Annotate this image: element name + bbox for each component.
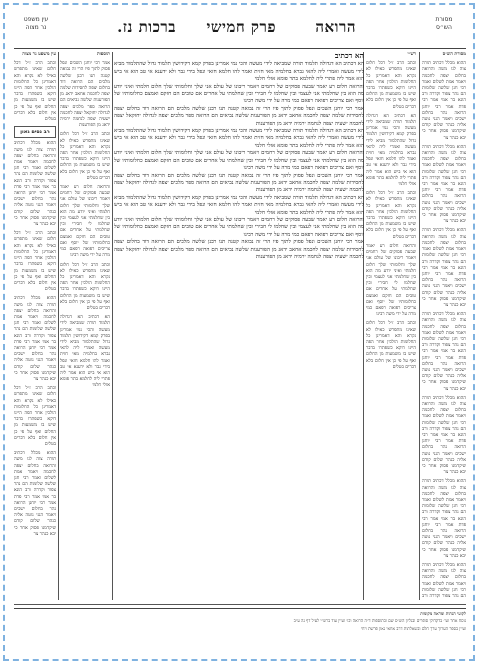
tosafot-heading: תוספות [96,52,110,57]
right-margin-text-4: ההוא מכלל דכתיב תורה צוה לנו משה והרואה בחלום יצפה לחכמה ויאמר אמת לשלום ואמר רבי חנן שלשה שלומות הם נהר צפור וקדרה ורב הונא בר אמי אמר רבי פדת אמר רבי יוחנן הרואה נהר בחלום ישכים ויאמר הנני נוטה אליה כנהר שלום קודם שיקדמנו פסוק אחר כי יבא כנהר צר [422,312,466,392]
left-margin-text-2: ההוא מכלל דכתיב תורה צוה לנו משה והרואה בחלום יצפה לחכמה ויאמר אמת לשלום ואמר רבי חנן שלשה שלומות הם נהר צפור וקדרה ורב הונא בר אמי אמר רבי פדת אמר רבי יוחנן הרואה נהר בחלום ישכים ויאמר הנני נוטה אליה כנהר שלום קודם שיקדמנו פסוק אחר כי יבא כנהר צר [14,141,56,228]
right-rule [419,52,420,600]
section-title: הרואה [315,18,356,36]
left-margin-text-6: ההוא מכלל דכתיב תורה צוה לנו משה והרואה בחלום יצפה לחכמה ויאמר אמת לשלום ואמר רבי חנן שלשה שלומות הם נהר צפור וקדרה ורב הונא בר אמי אמר רבי פדת אמר רבי יוחנן הרואה נהר בחלום ישכים ויאמר הנני נוטה אליה כנהר שלום קודם שיקדמנו פסוק אחר כי יבא כנהר צר [14,451,56,537]
footer-text-2: ועיין בספר הערוך ערך חלם ובשאלתות דרב אחאי גאון פרשת ויחי [360,625,466,631]
page-header [14,12,466,49]
rashi-heading: רש״י [407,52,416,57]
left-rule [58,52,59,600]
gemara-block-5: והרואה חלום רע יאמר שבעה פסוקים של רחמים ויאמר ריבונו של עולם אני שלך וחלומותי שלך חלום חלמתי ואיני יודע מה הוא בין שחלמתי אני לעצמי ובין שחלמו לי חבירי ובין שחלמתי על אחרים אם טובים הם חזקם ואמצם כחלומותיו של יוסף ואם צריכים רפואה רפאם כמי מרה על ידי משה רבינו [114,150,364,172]
footer-heading: לקוטי הגהות ומראה מקומות [420,611,466,616]
talmud-page [14,12,466,652]
rav-nissim-box: רב נסים גאון [14,126,56,138]
gemara-opening [114,52,364,61]
footer-text-1: נוסח אחר ועי׳ בדקדוקי סופרים ובגליון הש״ס שם ובתוספות ד״ה הרואה וכו׳ ועיין עוד ברש״י לעיל דף נה ע״ב [293,618,466,624]
tosafot-rule [112,52,113,600]
rashi-text-5: וכתב הרב ז״ל דכל חלום שאינו מתפרש כאילו לא נקרא והא דאמרינן כל החלומות הולכין אחר הפה היינו דוקא כשפתרו בדבר שיש בו משמעות מן החלום ואף על פי כן אין חלום בלא דברים בטלים [366,321,416,370]
gemara-block-2: והרואה חלום רע יאמר שבעה פסוקים של רחמים ויאמר ריבונו של עולם אני שלך וחלומותי שלך חלום חלמתי ואיני יודע מה הוא בין שחלמתי אני לעצמי ובין שחלמו לי חבירי ובין שחלמתי על אחרים אם טובים הם חזקם ואמצם כחלומותיו של יוסף ואם צריכים רפואה רפאם כמי מרה על ידי משה רבינו [114,83,364,105]
gemara-block-7: הא דכתיב הא דגדולה תלמוד תורה שמביאה לידי מעשה והכי נמי אמרינן בפרק קמא דקידושין תלמוד גדול שהתלמוד מביא לידי מעשה ואמרי ליה להאי גברא בחלמיה מאי חזית ואמר להו חלמא חזאי ונפל בידי גבר ולא ידענא אי טב הוא אי ביש הוא אמר ליה פתרי ליה לחלמא בתר פומא אזלי חלמי [114,194,364,216]
right-margin-text-3: ההוא מכלל דכתיב תורה צוה לנו משה והרואה בחלום יצפה לחכמה ויאמר אמת לשלום ואמר רבי חנן שלשה שלומות הם נהר צפור וקדרה ורב הונא בר אמי אמר רבי פדת אמר רבי יוחנן הרואה נהר בחלום ישכים ויאמר הנני נוטה אליה כנהר שלום קודם שיקדמנו פסוק אחר כי יבא כנהר צר [422,228,466,308]
right-margin-text-2: ההוא מכלל דכתיב תורה צוה לנו משה והרואה בחלום יצפה לחכמה ויאמר אמת לשלום ואמר רבי חנן שלשה שלומות הם נהר צפור וקדרה ורב הונא בר אמי אמר רבי פדת אמר רבי יוחנן הרואה נהר בחלום ישכים ויאמר הנני נוטה אליה כנהר שלום קודם שיקדמנו פסוק אחר כי יבא כנהר צר [422,144,466,225]
left-label: עין משפט נר מצוה [23,16,49,31]
page-footer [14,608,466,649]
opening-heading: הא דכתיב [334,52,364,60]
page-ref: ברכות נז. [117,18,176,36]
tosafot-text-4: וכתב הרב ז״ל דכל חלום שאינו מתפרש כאילו לא נקרא והא דאמרינן כל החלומות הולכין אחר הפה היינו דוקא כשפתרו בדבר שיש בו משמעות מן החלום ואף על פי כן אין חלום בלא דברים בטלים [60,262,110,311]
rashi-text-1: וכתב הרב ז״ל דכל חלום שאינו מתפרש כאילו לא נקרא והא דאמרינן כל החלומות הולכין אחר הפה היינו דוקא כשפתרו בדבר שיש בו משמעות מן החלום ואף על פי כן אין חלום בלא דברים בטלים [366,61,416,110]
right-margin-column [422,52,466,600]
tosafot-text-3: והרואה חלום רע יאמר שבעה פסוקים של רחמים ויאמר ריבונו של עולם אני שלך וחלומותי שלך חלום חלמתי ואיני יודע מה הוא בין שחלמתי אני לעצמי ובין שחלמו לי חבירי ובין שחלמתי על אחרים אם טובים הם חזקם ואמצם כחלומותיו של יוסף ואם צריכים רפואה רפאם כמי מרה על ידי משה רבינו [60,185,110,259]
left-margin-text-4: ההוא מכלל דכתיב תורה צוה לנו משה והרואה בחלום יצפה לחכמה ויאמר אמת לשלום ואמר רבי חנן שלשה שלומות הם נהר צפור וקדרה ורב הונא בר אמי אמר רבי פדת אמר רבי יוחנן הרואה נהר בחלום ישכים ויאמר הנני נוטה אליה כנהר שלום קודם שיקדמנו פסוק אחר כי יבא כנהר צר [14,296,56,382]
left-margin-column [14,52,56,600]
chapter-title: פרק חמישי [206,18,276,36]
gemara-block-4: הא דכתיב הא דגדולה תלמוד תורה שמביאה לידי מעשה והכי נמי אמרינן בפרק קמא דקידושין תלמוד גדול שהתלמוד מביא לידי מעשה ואמרי ליה להאי גברא בחלמיה מאי חזית ואמר להו חלמא חזאי ונפל בידי גבר ולא ידענא אי טב הוא אי ביש הוא אמר ליה פתרי ליה לחלמא בתר פומא אזלי חלמי [114,128,364,149]
gemara-block-3: אמר רבי יוחנן השכים ונפל פסוק לתוך פיו הרי זה נבואה קטנה תנו רבנן שלשה מלכים הם הרואה דוד בחלום יצפה לחסידות שלמה יצפה לחכמה אחאב ידאג מן הפורענות שלשה נביאים הם הרואה ספר מלכים יצפה לגדולה יחזקאל יצפה לחכמה ישעיה יצפה לנחמה ירמיה ידאג מן הפורענות [114,105,364,127]
tosafot-text-5: הא דכתיב הא דגדולה תלמוד תורה שמביאה לידי מעשה והכי נמי אמרינן בפרק קמא דקידושין תלמוד גדול שהתלמוד מביא לידי מעשה ואמרי ליה להאי גברא בחלמיה מאי חזית ואמר להו חלמא חזאי ונפל בידי גבר ולא ידענא אי טב הוא אי ביש הוא אמר ליה פתרי ליה לחלמא בתר פומא אזלי חלמי [60,315,110,389]
left-margin-text-5: וכתב הרב ז״ל דכל חלום שאינו מתפרש כאילו לא נקרא והא דאמרינן כל החלומות הולכין אחר הפה היינו דוקא כשפתרו בדבר שיש בו משמעות מן החלום ואף על פי כן אין חלום בלא דברים בטלים [14,386,56,447]
tosafot-text-1: אמר רבי יוחנן השכים ונפל פסוק לתוך פיו הרי זה נבואה קטנה תנו רבנן שלשה מלכים הם הרואה דוד בחלום יצפה לחסידות שלמה יצפה לחכמה אחאב ידאג מן הפורענות שלשה נביאים הם הרואה ספר מלכים יצפה לגדולה יחזקאל יצפה לחכמה ישעיה יצפה לנחמה ירמיה ידאג מן הפורענות [60,61,110,129]
right-margin-text: ההוא מכלל דכתיב תורה צוה לנו משה והרואה בחלום יצפה לחכמה ויאמר אמת לשלום ואמר רבי חנן שלשה שלומות הם נהר צפור וקדרה ורב הונא בר אמי אמר רבי פדת אמר רבי יוחנן הרואה נהר בחלום ישכים ויאמר הנני נוטה אליה כנהר שלום קודם שיקדמנו פסוק אחר כי יבא כנהר צר [422,61,466,141]
right-margin-heading: מסורת הש״ס [442,52,466,57]
left-margin-heading: עין משפט נר מצוה [22,52,56,57]
gemara-text [114,52,364,600]
right-margin-text-7: ההוא מכלל דכתיב תורה צוה לנו משה והרואה בחלום יצפה לחכמה ויאמר אמת לשלום ואמר רבי חנן שלשה שלומות הם נהר צפור וקדרה ורב [422,563,466,600]
right-margin-text-5: ההוא מכלל דכתיב תורה צוה לנו משה והרואה בחלום יצפה לחכמה ויאמר אמת לשלום ואמר רבי חנן שלשה שלומות הם נהר צפור וקדרה ורב הונא בר אמי אמר רבי פדת אמר רבי יוחנן הרואה נהר בחלום ישכים ויאמר הנני נוטה אליה כנהר שלום קודם שיקדמנו פסוק אחר כי יבא כנהר צר [422,395,466,476]
rashi-column [366,52,416,600]
tosafot-text-2: וכתב הרב ז״ל דכל חלום שאינו מתפרש כאילו לא נקרא והא דאמרינן כל החלומות הולכין אחר הפה היינו דוקא כשפתרו בדבר שיש בו משמעות מן החלום ואף על פי כן אין חלום בלא דברים בטלים [60,132,110,181]
left-margin-text-3: וכתב הרב ז״ל דכל חלום שאינו מתפרש כאילו לא נקרא והא דאמרינן כל החלומות הולכין אחר הפה היינו דוקא כשפתרו בדבר שיש בו משמעות מן החלום ואף על פי כן אין חלום בלא דברים בטלים [14,231,56,293]
gemara-block-8: והרואה חלום רע יאמר שבעה פסוקים של רחמים ויאמר ריבונו של עולם אני שלך וחלומותי שלך חלום חלמתי ואיני יודע מה הוא בין שחלמתי אני לעצמי ובין שחלמו לי חבירי ובין שחלמתי על אחרים אם טובים הם חזקם ואמצם כחלומותיו של יוסף ואם צריכים רפואה רפאם כמי מרה על ידי משה רבינו [114,216,364,238]
tosafot-column [60,52,110,600]
bottom-divider [14,604,466,605]
rashi-text-2: הא דכתיב הא דגדולה תלמוד תורה שמביאה לידי מעשה והכי נמי אמרינן בפרק קמא דקידושין תלמוד גדול שהתלמוד מביא לידי מעשה ואמרי ליה להאי גברא בחלמיה מאי חזית ואמר להו חלמא חזאי ונפל בידי גבר ולא ידענא אי טב הוא אי ביש הוא אמר ליה פתרי ליה לחלמא בתר פומא אזלי חלמי [366,113,416,188]
right-label: מסורת הש״ס [435,16,453,31]
right-margin-text-6: ההוא מכלל דכתיב תורה צוה לנו משה והרואה בחלום יצפה לחכמה ויאמר אמת לשלום ואמר רבי חנן שלשה שלומות הם נהר צפור וקדרה ורב הונא בר אמי אמר רבי פדת אמר רבי יוחנן הרואה נהר בחלום ישכים ויאמר הנני נוטה אליה כנהר שלום קודם שיקדמנו פסוק אחר כי יבא כנהר צר [422,479,466,559]
gemara-block-1: הא דכתיב הא דגדולה תלמוד תורה שמביאה לידי מעשה והכי נמי אמרינן בפרק קמא דקידושין תלמוד גדול שהתלמוד מביא לידי מעשה ואמרי ליה להאי גברא בחלמיה מאי חזית ואמר להו חלמא חזאי ונפל בידי גבר ולא ידענא אי טב הוא אי ביש הוא אמר ליה פתרי ליה לחלמא בתר פומא אזלי חלמי [114,61,364,83]
left-margin-text-1: וכתב הרב ז״ל דכל חלום שאינו מתפרש כאילו לא נקרא והא דאמרינן כל החלומות הולכין אחר הפה היינו דוקא כשפתרו בדבר שיש בו משמעות מן החלום ואף על פי כן אין חלום בלא דברים בטלים [14,61,56,123]
rashi-text-3: וכתב הרב ז״ל דכל חלום שאינו מתפרש כאילו לא נקרא והא דאמרינן כל החלומות הולכין אחר הפה היינו דוקא כשפתרו בדבר שיש בו משמעות מן החלום ואף על פי כן אין חלום בלא דברים בטלים [366,191,416,240]
gemara-block-9: אמר רבי יוחנן השכים ונפל פסוק לתוך פיו הרי זה נבואה קטנה תנו רבנן שלשה מלכים הם הרואה דוד בחלום יצפה לחסידות שלמה יצפה לחכמה אחאב ידאג מן הפורענות שלשה נביאים הם הרואה ספר מלכים יצפה לגדולה יחזקאל יצפה לחכמה ישעיה יצפה לנחמה ירמיה ידאג מן הפורענות [114,239,364,260]
gemara-block-6: אמר רבי יוחנן השכים ונפל פסוק לתוך פיו הרי זה נבואה קטנה תנו רבנן שלשה מלכים הם הרואה דוד בחלום יצפה לחסידות שלמה יצפה לחכמה אחאב ידאג מן הפורענות שלשה נביאים הם הרואה ספר מלכים יצפה לגדולה יחזקאל יצפה לחכמה ישעיה יצפה לנחמה ירמיה ידאג מן הפורענות [114,172,364,194]
rashi-text-4: והרואה חלום רע יאמר שבעה פסוקים של רחמים ויאמר ריבונו של עולם אני שלך וחלומותי שלך חלום חלמתי ואיני יודע מה הוא בין שחלמתי אני לעצמי ובין שחלמו לי חבירי ובין שחלמתי על אחרים אם טובים הם חזקם ואמצם כחלומותיו של יוסף ואם צריכים רפואה רפאם כמי מרה על ידי משה רבינו [366,243,416,318]
